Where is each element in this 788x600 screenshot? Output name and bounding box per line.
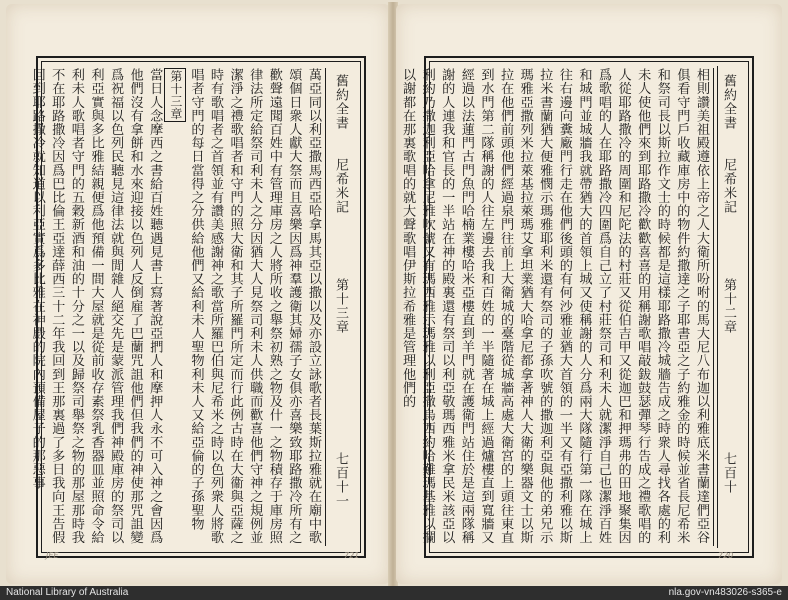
left-page-frame [29,56,366,558]
right-page-frame [400,56,754,558]
right-page [396,4,782,584]
body-text-paragraph: 當日人念摩西之書給百姓聽遇見書上寫著說亞捫人和摩押人永不可入神之會因爲他們沒有拿餅和水來迎接以色列人反倒雇了巴蘭咒詛他們但我們的神使那咒詛變爲祝福以色列民聽見這律法就與閒雜人絕交先是蒙派管理我們神殿庫房的祭司以利亞實與多比雅結親便爲他預備一間大屋就是從前收存素祭乳香器皿並照命令給利未人歌唱者守門的五穀新酒和油的十分之一以及歸祭司舉祭之物的那屋那時我不在耶路撒冷因爲巴比倫王亞達薛西三十二年我回到王那裏過了多日我向王告假回到耶路撒冷就知道以利亞實爲多比雅在神殿的院內預備屋子的那惡事 [29,68,163,544]
left-page-body [29,68,326,546]
footer-credit: National Library of Australia [6,587,129,598]
chapter-title: 尼希米記 [333,158,348,214]
book-title: 舊約全書 [333,74,348,130]
pencil-annotation: 721 [344,551,360,560]
page-number: 七百十一 [333,452,348,508]
right-page-body [400,68,714,546]
pencil-annotation: 720 [718,551,734,560]
body-text-paragraph: 萬亞同以利亞撒馬西亞哈拿馬其亞以撒以及亦設立詠歌者長葉斯拉雅就在廟中歌頌個日衆人獻大祭而且喜樂因爲神羣護衛其婦孺子女俱亦喜樂致耶路撒冷所有之歡聲遠聞百姓中有管理庫房之人將所收之舉祭初熟之物及什一之物積存于庫房照律法所定給祭司利未人之分因猶大人見祭司利未人供職而歡喜他們守神之規例並潔淨之禮歌唱者和守門的照大衛和其子所羅門所定而行此例古時在大衞與亞薩之時有歌唱者之首領並有讚美感謝神之歌當所羅巴伯與尼希米之時以色列衆人將歌唱者守門的每日當得之分供給他們又給利未人聖物利未人又給亞倫的子孫聖物 [188,68,321,544]
chapter-number: 第十二章 [721,278,736,334]
left-page [6,4,390,584]
body-text-paragraph: 相則讚美祖殿遵依上帝之人大衛所吩咐的馬大尼八布迦以利雅底米書蘭達們亞谷俱看守門戶收藏庫房中的物件約撒達之子耶書亞之子約雅金的時候並省長尼希米和祭司長以斯拉作文士的時候都是這樣耶路撒冷城牆告成之時衆人尋找各處的利未人使他們來到耶路撒冷歡歡喜喜的用稱謝歌唱敲鈸鼓瑟彈琴行告成之禮歌唱的人從耶路撒冷的周圍和尼陀法的村莊又從伯吉甲又從迦巴和押瑪弗的田地聚集因爲歌唱的人在耶路撒冷四圍爲自己立了村莊祭司和利未人就潔淨自己也潔淨百姓和城門並城牆我就帶猶大的首領上城又使稱謝的人分爲兩大隊隨行第一隊在城上往右邊向糞廠門行走在他們後頭的有何沙雅並猶大首領的一半又有亞撒利雅以斯拉米書蘭猶大便雅憫示瑪雅耶利米還有祭司的子孫吹號的撒迦利亞與他的弟兄示瑪雅亞撒列米拉萊基拉萊瑪艾拿坦業猶大哈拿尼都拿著神人大衛的樂器文士以斯拉在他們前頭他們經過泉門往前上大衛城的臺階從城牆高處大衛宮的上頭往東直到水門第二隊稱謝的人往左邊去我和百姓的一半隨著在城上經過爐樓直到寬牆又經過以法蓮門古門魚門哈楠業樓哈米亞樓直到羊門就在護衛門站住於是這兩隊稱謝的人連我和官長的一半站在神的殿裏還有祭司以利亞敬瑪西雅米拿民米該亞以利約乃撒迦利亞哈拿尼雅吹號又有瑪西雅示瑪雅以利亞撒烏西約哈難瑪基雅以攔以謝都在那裏歌唱的就大聲歌唱伊斯拉希雅是管理他們的 [400,68,709,544]
right-page-inner-frame [400,61,749,553]
chapter-marker: 第十三章 [164,68,186,122]
footer-bar [0,586,788,600]
book-title: 舊約全書 [721,74,736,130]
right-page-header [717,66,744,548]
footer-identifier: nla.gov-vn483026-s365-e [668,587,782,598]
left-page-header [330,66,356,548]
left-page-inner-frame [29,61,361,553]
chapter-title: 尼希米記 [721,158,736,214]
pencil-annotation: JEE [46,551,59,560]
page-number: 七百十 [721,452,736,494]
chapter-number: 第十三章 [333,278,348,334]
